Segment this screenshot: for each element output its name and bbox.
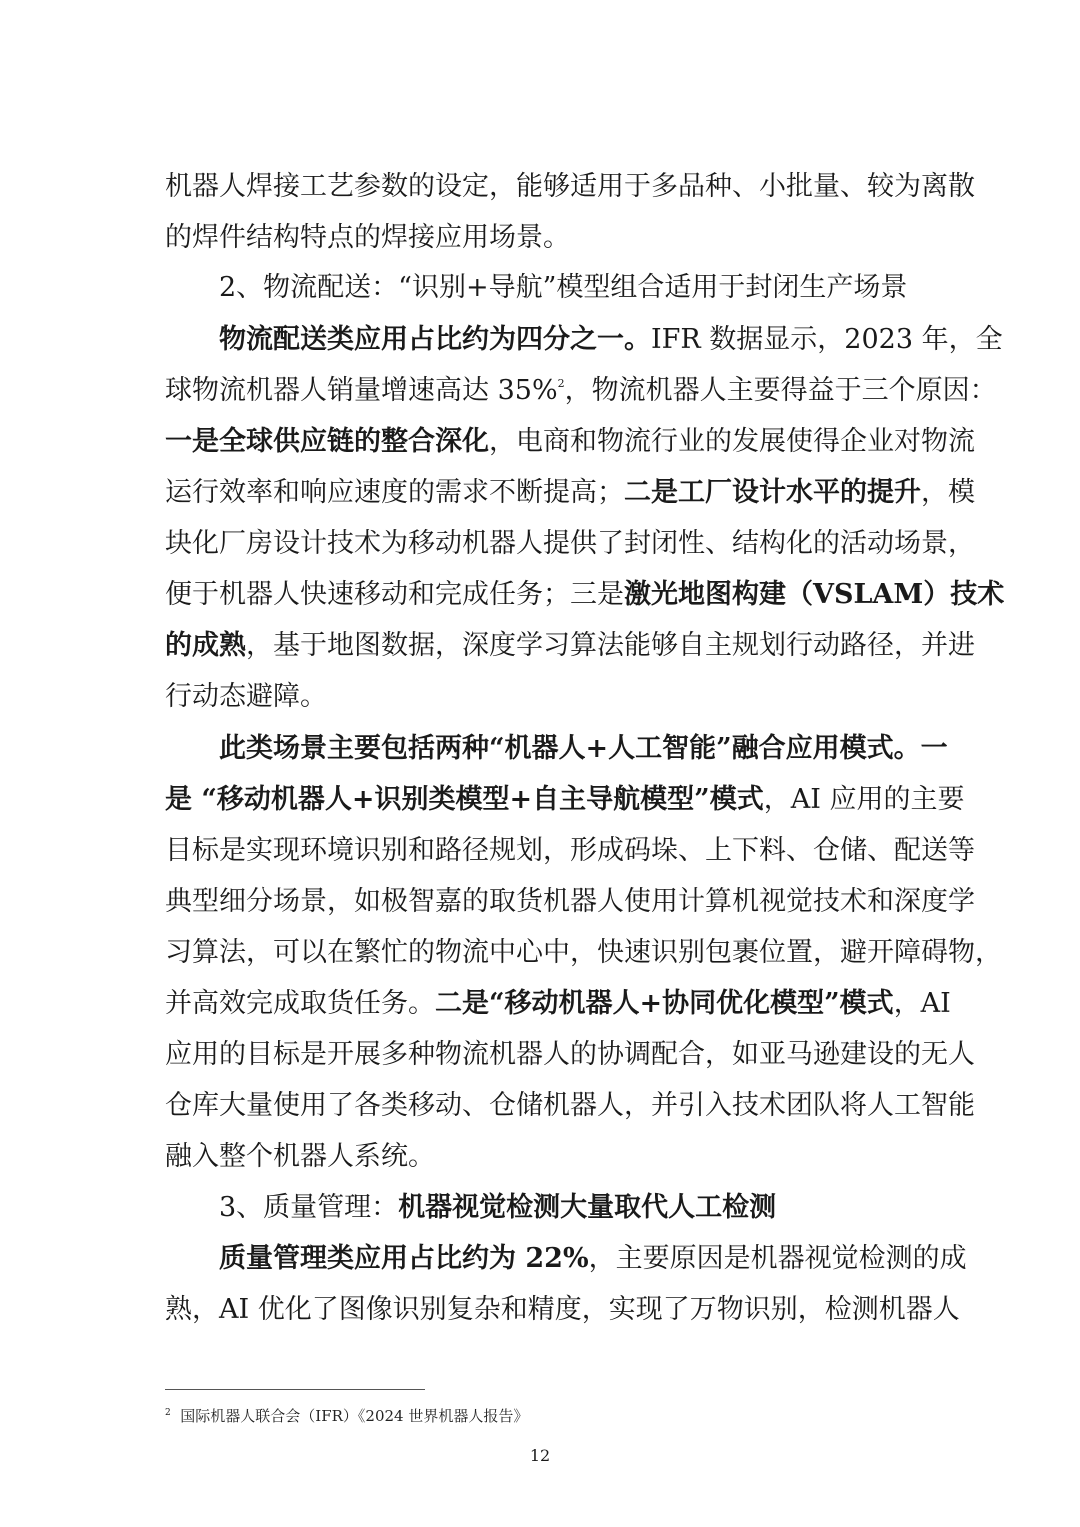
- body-line-12: [219, 728, 948, 770]
- footnote: [165, 1406, 528, 1426]
- body-line-2: [165, 217, 917, 259]
- text: 熟，AI 优化了图像识别复杂和精度，实现了万物识别，检测机器人: [165, 1294, 960, 1325]
- text: ，模: [921, 477, 975, 508]
- body-line-17: [165, 983, 951, 1025]
- text: ，AI: [893, 988, 951, 1019]
- text: 目标是实现环境识别和路径规划，形成码垛、上下料、仓储、配送等: [165, 835, 975, 866]
- footnote-ref[interactable]: 2: [557, 377, 565, 390]
- heading-text: 2、物流配送：“识别+导航”模型组合适用于封闭生产场景: [219, 272, 908, 303]
- text: 应用的目标是开展多种物流机器人的协调配合，如亚马逊建设的无人: [165, 1039, 975, 1070]
- section-heading-2: [219, 267, 917, 309]
- body-line-10: [165, 625, 975, 667]
- bold-phrase: 二是工厂设计水平的提升: [624, 477, 921, 508]
- bold-phrase: 一是全球供应链的整合深化: [165, 426, 489, 457]
- text: ，主要原因是机器视觉检测的成: [588, 1243, 967, 1274]
- body-line-15: [165, 881, 975, 923]
- body-line-20: [165, 1136, 917, 1178]
- body-line-4: [219, 319, 1003, 361]
- body-line-19: [165, 1085, 975, 1127]
- text: 典型细分场景，如极智嘉的取货机器人使用计算机视觉技术和深度学: [165, 886, 975, 917]
- body-line-1: [165, 166, 975, 208]
- heading-bold: 机器视觉检测大量取代人工检测: [398, 1192, 777, 1223]
- text: 的焊件结构特点的焊接应用场景。: [165, 222, 570, 253]
- body-line-22: [219, 1238, 967, 1280]
- footnote-mark: 2: [165, 1408, 171, 1418]
- body-line-7: [165, 472, 975, 514]
- text: 块化厂房设计技术为移动机器人提供了封闭性、结构化的活动场景，: [165, 528, 975, 559]
- bold-lead: 物流配送类应用占比约为四分之一。: [219, 324, 651, 355]
- bold-phrase: 的成熟: [165, 630, 246, 661]
- body-line-8: [165, 523, 975, 565]
- text: 机器人焊接工艺参数的设定，能够适用于多品种、小批量、较为离散: [165, 171, 975, 202]
- bold-lead: 质量管理类应用占比约为 22%: [219, 1243, 589, 1274]
- body-line-14: [165, 830, 975, 872]
- body-line-5: [165, 370, 997, 412]
- text: ，AI 应用的主要: [763, 784, 965, 815]
- heading-number: 3、质量管理：: [219, 1192, 399, 1223]
- footnote-divider: [165, 1389, 425, 1390]
- text: ，电商和物流行业的发展使得企业对物流: [489, 426, 975, 457]
- text: 运行效率和响应速度的需求不断提高；: [165, 477, 624, 508]
- bold-phrase: 激光地图构建（VSLAM）技术: [624, 579, 1005, 610]
- text: ，物流机器人主要得益于三个原因：: [564, 375, 997, 406]
- text: 球物流机器人销量增速高达 35%: [165, 375, 558, 406]
- body-line-11: [165, 676, 917, 718]
- text: IFR 数据显示，2023 年，全: [651, 324, 1003, 355]
- text: ，基于地图数据，深度学习算法能够自主规划行动路径，并进: [246, 630, 975, 661]
- text: 融入整个机器人系统。: [165, 1141, 435, 1172]
- body-line-16: [165, 932, 1002, 974]
- footnote-text: 国际机器人联合会（IFR）《2024 世界机器人报告》: [180, 1407, 529, 1425]
- bold-phrase: 是 “移动机器人+识别类模型+自主导航模型”模式: [165, 784, 764, 815]
- section-heading-3: [219, 1187, 917, 1229]
- body-line-18: [165, 1034, 975, 1076]
- body-line-9: [165, 574, 1005, 616]
- text: 仓库大量使用了各类移动、仓储机器人，并引入技术团队将人工智能: [165, 1090, 975, 1121]
- text: 习算法，可以在繁忙的物流中心中，快速识别包裹位置，避开障碍物，: [165, 937, 1002, 968]
- page-number: 12: [529, 1446, 551, 1465]
- bold-phrase: 二是“移动机器人+协同优化模型”模式: [435, 988, 894, 1019]
- text: 并高效完成取货任务。: [165, 988, 435, 1019]
- text: 便于机器人快速移动和完成任务；三是: [165, 579, 624, 610]
- body-line-6: [165, 421, 975, 463]
- bold-lead: 此类场景主要包括两种“机器人+人工智能”融合应用模式。一: [219, 733, 948, 764]
- body-line-13: [165, 779, 965, 821]
- body-line-23: [165, 1289, 960, 1331]
- text: 行动态避障。: [165, 681, 327, 712]
